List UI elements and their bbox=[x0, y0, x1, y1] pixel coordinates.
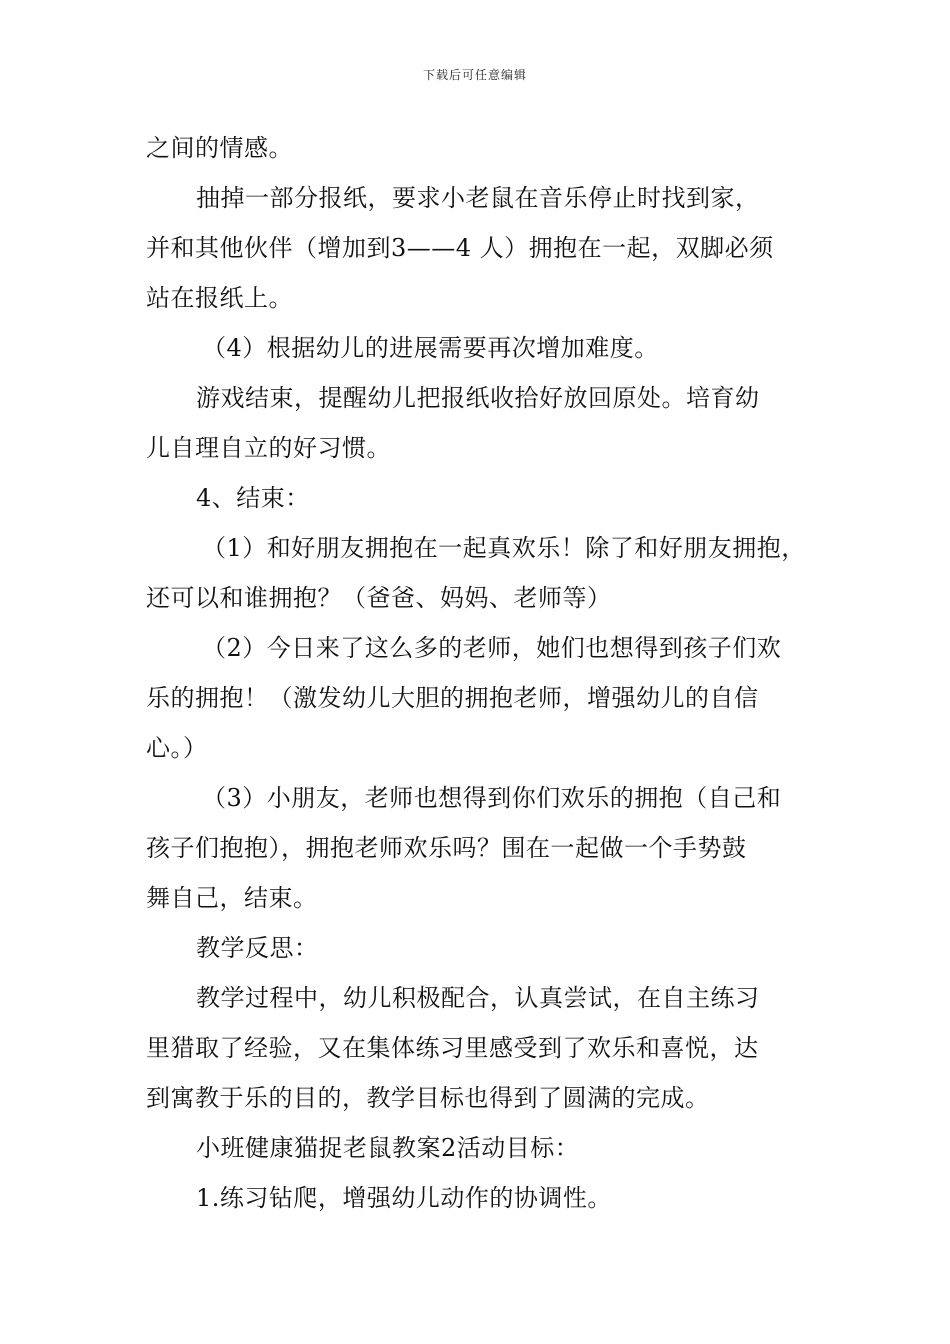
text-line: （4）根据幼儿的进展需要再次增加难度。 bbox=[202, 334, 659, 362]
document-body bbox=[146, 128, 816, 1228]
section-heading: 教学反思： bbox=[196, 934, 319, 962]
text-line: （2）今日来了这么多的老师，她们也想得到孩子们欢 bbox=[202, 634, 782, 662]
text-line: 到寓教于乐的目的，教学目标也得到了圆满的完成。 bbox=[146, 1084, 710, 1112]
text-line: （3）小朋友，老师也想得到你们欢乐的拥抱（自己和 bbox=[202, 784, 782, 812]
text-line: 游戏结束，提醒幼儿把报纸收拾好放回原处。培育幼 bbox=[196, 384, 760, 412]
text-line: 乐的拥抱！（激发幼儿大胆的拥抱老师，增强幼儿的自信 bbox=[146, 684, 759, 712]
text-line: 并和其他伙伴（增加到3——4 人）拥抱在一起，双脚必须 bbox=[146, 234, 774, 262]
text-line: 里猎取了经验，又在集体练习里感受到了欢乐和喜悦，达 bbox=[146, 1034, 759, 1062]
text-line: 教学过程中，幼儿积极配合，认真尝试，在自主练习 bbox=[196, 984, 760, 1012]
text-line: 抽掉一部分报纸，要求小老鼠在音乐停止时找到家， bbox=[196, 184, 760, 212]
text-line: （1）和好朋友拥抱在一起真欢乐！除了和好朋友拥抱， bbox=[202, 534, 806, 562]
page-header: 下载后可任意编辑 bbox=[422, 68, 527, 82]
section-heading: 4、结束： bbox=[196, 484, 310, 512]
text-line: 站在报纸上。 bbox=[146, 284, 293, 312]
text-line: 舞自己，结束。 bbox=[146, 884, 318, 912]
text-line: 1.练习钻爬，增强幼儿动作的协调性。 bbox=[196, 1184, 612, 1212]
section-heading: 小班健康猫捉老鼠教案2活动目标： bbox=[196, 1134, 580, 1162]
text-line: 孩子们抱抱），拥抱老师欢乐吗？围在一起做一个手势鼓 bbox=[146, 834, 747, 862]
text-line: 之间的情感。 bbox=[146, 134, 293, 162]
text-line: 还可以和谁拥抱？（爸爸、妈妈、老师等） bbox=[146, 584, 612, 612]
text-line: 心。） bbox=[146, 734, 208, 762]
text-line: 儿自理自立的好习惯。 bbox=[146, 434, 391, 462]
